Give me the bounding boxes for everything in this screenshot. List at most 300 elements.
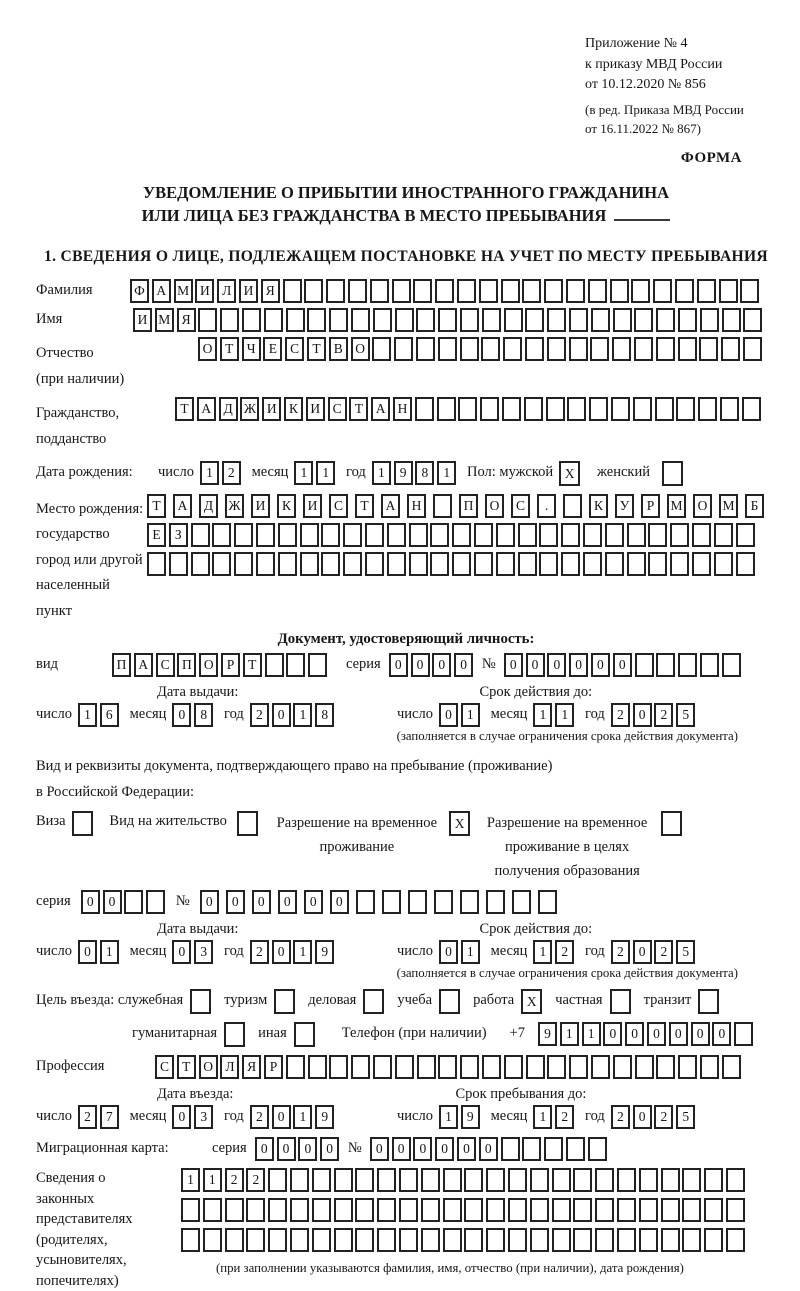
char-box[interactable]: 2 bbox=[250, 703, 269, 727]
char-box[interactable]: 9 bbox=[461, 1105, 480, 1129]
char-box[interactable]: 8 bbox=[415, 461, 434, 485]
char-box[interactable] bbox=[443, 1168, 462, 1192]
char-box[interactable]: 2 bbox=[250, 1105, 269, 1129]
char-box[interactable] bbox=[395, 308, 414, 332]
char-box[interactable]: 1 bbox=[181, 1168, 200, 1192]
char-box[interactable]: 2 bbox=[555, 1105, 574, 1129]
char-box[interactable] bbox=[526, 1055, 545, 1079]
char-box[interactable] bbox=[524, 397, 543, 421]
char-box[interactable]: П bbox=[112, 653, 131, 677]
char-box[interactable]: Т bbox=[175, 397, 194, 421]
char-box[interactable] bbox=[308, 653, 327, 677]
char-box[interactable] bbox=[264, 308, 283, 332]
char-box[interactable]: 1 bbox=[533, 940, 552, 964]
char-box[interactable] bbox=[370, 279, 389, 303]
char-box[interactable] bbox=[518, 552, 537, 576]
char-box[interactable] bbox=[329, 308, 348, 332]
char-box[interactable] bbox=[421, 1168, 440, 1192]
char-box[interactable] bbox=[268, 1228, 287, 1252]
char-box[interactable] bbox=[290, 1198, 309, 1222]
char-box[interactable]: Н bbox=[407, 494, 426, 518]
char-box[interactable]: 2 bbox=[654, 703, 673, 727]
char-box[interactable]: 0 bbox=[432, 653, 451, 677]
char-box[interactable]: 0 bbox=[633, 1105, 652, 1129]
char-box[interactable]: 6 bbox=[100, 703, 119, 727]
char-box[interactable]: 0 bbox=[200, 890, 219, 914]
char-box[interactable] bbox=[334, 1228, 353, 1252]
char-box[interactable] bbox=[146, 890, 165, 914]
char-box[interactable] bbox=[286, 308, 305, 332]
char-box[interactable]: О bbox=[199, 653, 218, 677]
char-box[interactable]: 0 bbox=[320, 1137, 339, 1161]
char-box[interactable] bbox=[502, 397, 521, 421]
purpose-humanitarian-checkbox[interactable] bbox=[224, 1022, 245, 1047]
temp-residence-checkbox[interactable]: X bbox=[449, 811, 470, 836]
char-box[interactable]: 0 bbox=[591, 653, 610, 677]
char-box[interactable] bbox=[496, 552, 515, 576]
char-box[interactable] bbox=[566, 1137, 585, 1161]
char-box[interactable] bbox=[225, 1198, 244, 1222]
char-box[interactable] bbox=[656, 308, 675, 332]
char-box[interactable] bbox=[611, 397, 630, 421]
char-box[interactable]: 1 bbox=[555, 703, 574, 727]
char-box[interactable] bbox=[525, 337, 544, 361]
char-box[interactable]: 9 bbox=[315, 1105, 334, 1129]
char-box[interactable]: О bbox=[199, 1055, 218, 1079]
char-box[interactable] bbox=[124, 890, 143, 914]
char-box[interactable] bbox=[308, 1055, 327, 1079]
char-box[interactable] bbox=[452, 523, 471, 547]
char-box[interactable]: Т bbox=[349, 397, 368, 421]
char-box[interactable]: 2 bbox=[78, 1105, 97, 1129]
char-box[interactable] bbox=[573, 1198, 592, 1222]
char-box[interactable] bbox=[343, 523, 362, 547]
char-box[interactable] bbox=[413, 279, 432, 303]
char-box[interactable]: 0 bbox=[439, 940, 458, 964]
char-box[interactable] bbox=[382, 890, 401, 914]
char-box[interactable] bbox=[656, 1055, 675, 1079]
char-box[interactable]: Д bbox=[199, 494, 218, 518]
char-box[interactable]: О bbox=[485, 494, 504, 518]
purpose-tourism-checkbox[interactable] bbox=[274, 989, 295, 1014]
char-box[interactable] bbox=[377, 1198, 396, 1222]
char-box[interactable] bbox=[409, 523, 428, 547]
char-box[interactable] bbox=[387, 523, 406, 547]
char-box[interactable] bbox=[675, 279, 694, 303]
char-box[interactable] bbox=[268, 1168, 287, 1192]
female-checkbox[interactable] bbox=[662, 461, 683, 486]
char-box[interactable] bbox=[726, 1198, 745, 1222]
char-box[interactable] bbox=[452, 552, 471, 576]
char-box[interactable] bbox=[538, 890, 557, 914]
char-box[interactable]: 8 bbox=[315, 703, 334, 727]
char-box[interactable]: 0 bbox=[625, 1022, 644, 1046]
char-box[interactable] bbox=[583, 523, 602, 547]
char-box[interactable] bbox=[719, 279, 738, 303]
char-box[interactable] bbox=[567, 397, 586, 421]
char-box[interactable] bbox=[501, 279, 520, 303]
char-box[interactable] bbox=[552, 1168, 571, 1192]
char-box[interactable] bbox=[191, 523, 210, 547]
char-box[interactable]: 1 bbox=[293, 703, 312, 727]
char-box[interactable] bbox=[278, 552, 297, 576]
char-box[interactable] bbox=[334, 1198, 353, 1222]
char-box[interactable] bbox=[377, 1228, 396, 1252]
char-box[interactable]: Н bbox=[393, 397, 412, 421]
char-box[interactable] bbox=[438, 1055, 457, 1079]
char-box[interactable] bbox=[278, 523, 297, 547]
char-box[interactable]: 0 bbox=[647, 1022, 666, 1046]
char-box[interactable]: Ф bbox=[130, 279, 149, 303]
char-box[interactable]: 1 bbox=[372, 461, 391, 485]
char-box[interactable] bbox=[169, 552, 188, 576]
char-box[interactable] bbox=[300, 552, 319, 576]
char-box[interactable] bbox=[544, 1137, 563, 1161]
char-box[interactable] bbox=[373, 1055, 392, 1079]
char-box[interactable] bbox=[605, 523, 624, 547]
char-box[interactable]: 0 bbox=[172, 940, 191, 964]
char-box[interactable]: Е bbox=[263, 337, 282, 361]
char-box[interactable] bbox=[676, 397, 695, 421]
char-box[interactable]: 1 bbox=[461, 703, 480, 727]
char-box[interactable] bbox=[544, 279, 563, 303]
char-box[interactable] bbox=[365, 523, 384, 547]
char-box[interactable] bbox=[539, 552, 558, 576]
char-box[interactable] bbox=[699, 337, 718, 361]
char-box[interactable] bbox=[377, 1168, 396, 1192]
char-box[interactable] bbox=[566, 279, 585, 303]
char-box[interactable] bbox=[312, 1228, 331, 1252]
char-box[interactable]: 0 bbox=[413, 1137, 432, 1161]
char-box[interactable] bbox=[312, 1168, 331, 1192]
char-box[interactable]: 1 bbox=[582, 1022, 601, 1046]
char-box[interactable] bbox=[283, 279, 302, 303]
char-box[interactable]: Т bbox=[307, 337, 326, 361]
char-box[interactable]: 0 bbox=[277, 1137, 296, 1161]
char-box[interactable] bbox=[460, 1055, 479, 1079]
char-box[interactable]: 1 bbox=[533, 1105, 552, 1129]
char-box[interactable] bbox=[464, 1168, 483, 1192]
char-box[interactable] bbox=[481, 337, 500, 361]
char-box[interactable] bbox=[242, 308, 261, 332]
char-box[interactable] bbox=[678, 1055, 697, 1079]
char-box[interactable] bbox=[430, 523, 449, 547]
char-box[interactable] bbox=[508, 1198, 527, 1222]
char-box[interactable]: Я bbox=[177, 308, 196, 332]
char-box[interactable] bbox=[220, 308, 239, 332]
char-box[interactable]: 0 bbox=[172, 1105, 191, 1129]
char-box[interactable]: И bbox=[133, 308, 152, 332]
char-box[interactable] bbox=[530, 1228, 549, 1252]
purpose-other-checkbox[interactable] bbox=[294, 1022, 315, 1047]
char-box[interactable]: 0 bbox=[633, 703, 652, 727]
char-box[interactable]: 1 bbox=[533, 703, 552, 727]
char-box[interactable]: Ж bbox=[240, 397, 259, 421]
char-box[interactable]: . bbox=[537, 494, 556, 518]
char-box[interactable] bbox=[399, 1168, 418, 1192]
char-box[interactable] bbox=[704, 1198, 723, 1222]
char-box[interactable] bbox=[268, 1198, 287, 1222]
char-box[interactable] bbox=[504, 308, 523, 332]
char-box[interactable] bbox=[300, 523, 319, 547]
char-box[interactable]: 2 bbox=[654, 1105, 673, 1129]
char-box[interactable]: 5 bbox=[676, 1105, 695, 1129]
char-box[interactable] bbox=[486, 890, 505, 914]
char-box[interactable] bbox=[525, 308, 544, 332]
char-box[interactable] bbox=[704, 1228, 723, 1252]
char-box[interactable] bbox=[334, 1168, 353, 1192]
char-box[interactable]: У bbox=[615, 494, 634, 518]
char-box[interactable] bbox=[343, 552, 362, 576]
char-box[interactable]: 1 bbox=[200, 461, 219, 485]
char-box[interactable] bbox=[351, 308, 370, 332]
char-box[interactable] bbox=[617, 1228, 636, 1252]
char-box[interactable] bbox=[552, 1198, 571, 1222]
char-box[interactable] bbox=[329, 1055, 348, 1079]
char-box[interactable]: 0 bbox=[457, 1137, 476, 1161]
char-box[interactable]: К bbox=[589, 494, 608, 518]
char-box[interactable] bbox=[590, 337, 609, 361]
char-box[interactable]: 0 bbox=[278, 890, 297, 914]
char-box[interactable]: А bbox=[197, 397, 216, 421]
char-box[interactable]: И bbox=[303, 494, 322, 518]
char-box[interactable]: И bbox=[251, 494, 270, 518]
char-box[interactable] bbox=[639, 1198, 658, 1222]
char-box[interactable] bbox=[648, 523, 667, 547]
char-box[interactable] bbox=[256, 552, 275, 576]
char-box[interactable] bbox=[734, 1022, 753, 1046]
char-box[interactable] bbox=[547, 1055, 566, 1079]
char-box[interactable] bbox=[561, 552, 580, 576]
char-box[interactable] bbox=[617, 1168, 636, 1192]
char-box[interactable] bbox=[474, 523, 493, 547]
char-box[interactable] bbox=[486, 1198, 505, 1222]
char-box[interactable] bbox=[290, 1228, 309, 1252]
char-box[interactable]: 0 bbox=[172, 703, 191, 727]
char-box[interactable] bbox=[198, 308, 217, 332]
char-box[interactable]: Л bbox=[217, 279, 236, 303]
char-box[interactable]: А bbox=[381, 494, 400, 518]
char-box[interactable]: 0 bbox=[272, 1105, 291, 1129]
char-box[interactable] bbox=[613, 1055, 632, 1079]
char-box[interactable] bbox=[682, 1198, 701, 1222]
char-box[interactable]: С bbox=[285, 337, 304, 361]
char-box[interactable]: О bbox=[198, 337, 217, 361]
char-box[interactable] bbox=[698, 397, 717, 421]
char-box[interactable] bbox=[653, 279, 672, 303]
char-box[interactable] bbox=[700, 308, 719, 332]
char-box[interactable] bbox=[212, 552, 231, 576]
char-box[interactable] bbox=[634, 308, 653, 332]
char-box[interactable] bbox=[678, 337, 697, 361]
char-box[interactable]: З bbox=[169, 523, 188, 547]
char-box[interactable] bbox=[631, 279, 650, 303]
char-box[interactable] bbox=[480, 397, 499, 421]
purpose-transit-checkbox[interactable] bbox=[698, 989, 719, 1014]
char-box[interactable]: 3 bbox=[194, 940, 213, 964]
char-box[interactable]: Ч bbox=[242, 337, 261, 361]
char-box[interactable] bbox=[569, 337, 588, 361]
char-box[interactable] bbox=[743, 308, 762, 332]
char-box[interactable]: А bbox=[134, 653, 153, 677]
char-box[interactable]: Л bbox=[220, 1055, 239, 1079]
char-box[interactable]: 0 bbox=[613, 653, 632, 677]
char-box[interactable]: 0 bbox=[504, 653, 523, 677]
char-box[interactable]: 1 bbox=[316, 461, 335, 485]
char-box[interactable]: 1 bbox=[560, 1022, 579, 1046]
char-box[interactable] bbox=[588, 1137, 607, 1161]
char-box[interactable]: 8 bbox=[194, 703, 213, 727]
char-box[interactable] bbox=[682, 1168, 701, 1192]
char-box[interactable] bbox=[433, 494, 452, 518]
char-box[interactable] bbox=[573, 1228, 592, 1252]
char-box[interactable] bbox=[722, 653, 741, 677]
char-box[interactable] bbox=[742, 397, 761, 421]
char-box[interactable] bbox=[438, 337, 457, 361]
char-box[interactable] bbox=[443, 1198, 462, 1222]
char-box[interactable]: 0 bbox=[569, 653, 588, 677]
char-box[interactable] bbox=[656, 337, 675, 361]
char-box[interactable] bbox=[408, 890, 427, 914]
char-box[interactable] bbox=[633, 397, 652, 421]
char-box[interactable]: Т bbox=[147, 494, 166, 518]
char-box[interactable]: 1 bbox=[294, 461, 313, 485]
char-box[interactable]: О bbox=[351, 337, 370, 361]
char-box[interactable] bbox=[595, 1198, 614, 1222]
char-box[interactable] bbox=[720, 397, 739, 421]
char-box[interactable]: 0 bbox=[435, 1137, 454, 1161]
char-box[interactable] bbox=[421, 1198, 440, 1222]
char-box[interactable] bbox=[635, 653, 654, 677]
char-box[interactable] bbox=[312, 1198, 331, 1222]
char-box[interactable]: П bbox=[459, 494, 478, 518]
char-box[interactable] bbox=[661, 1198, 680, 1222]
char-box[interactable]: 0 bbox=[479, 1137, 498, 1161]
char-box[interactable]: 0 bbox=[252, 890, 271, 914]
char-box[interactable]: Я bbox=[261, 279, 280, 303]
char-box[interactable]: 0 bbox=[439, 703, 458, 727]
char-box[interactable] bbox=[321, 523, 340, 547]
char-box[interactable] bbox=[595, 1168, 614, 1192]
char-box[interactable] bbox=[474, 552, 493, 576]
char-box[interactable] bbox=[508, 1168, 527, 1192]
char-box[interactable]: 9 bbox=[315, 940, 334, 964]
char-box[interactable] bbox=[256, 523, 275, 547]
char-box[interactable] bbox=[482, 1055, 501, 1079]
char-box[interactable] bbox=[307, 308, 326, 332]
char-box[interactable] bbox=[697, 279, 716, 303]
char-box[interactable]: А bbox=[371, 397, 390, 421]
char-box[interactable] bbox=[743, 337, 762, 361]
char-box[interactable] bbox=[678, 308, 697, 332]
char-box[interactable]: Т bbox=[355, 494, 374, 518]
char-box[interactable] bbox=[265, 653, 284, 677]
char-box[interactable]: 0 bbox=[103, 890, 122, 914]
char-box[interactable] bbox=[552, 1228, 571, 1252]
char-box[interactable] bbox=[496, 523, 515, 547]
char-box[interactable] bbox=[512, 890, 531, 914]
char-box[interactable]: 1 bbox=[203, 1168, 222, 1192]
char-box[interactable]: 0 bbox=[78, 940, 97, 964]
char-box[interactable]: Т bbox=[177, 1055, 196, 1079]
char-box[interactable]: 9 bbox=[394, 461, 413, 485]
char-box[interactable] bbox=[504, 1055, 523, 1079]
char-box[interactable] bbox=[726, 1168, 745, 1192]
char-box[interactable] bbox=[588, 279, 607, 303]
char-box[interactable] bbox=[547, 337, 566, 361]
char-box[interactable]: 5 bbox=[676, 940, 695, 964]
char-box[interactable]: С bbox=[156, 653, 175, 677]
char-box[interactable]: М bbox=[155, 308, 174, 332]
char-box[interactable] bbox=[704, 1168, 723, 1192]
char-box[interactable]: 1 bbox=[293, 1105, 312, 1129]
char-box[interactable] bbox=[670, 523, 689, 547]
char-box[interactable]: 3 bbox=[194, 1105, 213, 1129]
char-box[interactable]: А bbox=[152, 279, 171, 303]
char-box[interactable] bbox=[417, 1055, 436, 1079]
char-box[interactable] bbox=[321, 552, 340, 576]
char-box[interactable] bbox=[613, 308, 632, 332]
char-box[interactable] bbox=[721, 337, 740, 361]
char-box[interactable]: 2 bbox=[246, 1168, 265, 1192]
char-box[interactable] bbox=[212, 523, 231, 547]
char-box[interactable] bbox=[539, 523, 558, 547]
char-box[interactable] bbox=[583, 552, 602, 576]
char-box[interactable] bbox=[591, 308, 610, 332]
char-box[interactable]: 0 bbox=[691, 1022, 710, 1046]
char-box[interactable] bbox=[479, 279, 498, 303]
char-box[interactable]: 2 bbox=[654, 940, 673, 964]
char-box[interactable] bbox=[234, 523, 253, 547]
char-box[interactable] bbox=[722, 1055, 741, 1079]
char-box[interactable]: 7 bbox=[100, 1105, 119, 1129]
char-box[interactable] bbox=[635, 1055, 654, 1079]
char-box[interactable] bbox=[591, 1055, 610, 1079]
char-box[interactable] bbox=[648, 552, 667, 576]
char-box[interactable]: 2 bbox=[611, 1105, 630, 1129]
char-box[interactable] bbox=[563, 494, 582, 518]
char-box[interactable] bbox=[569, 308, 588, 332]
char-box[interactable] bbox=[722, 308, 741, 332]
char-box[interactable] bbox=[639, 1228, 658, 1252]
char-box[interactable] bbox=[682, 1228, 701, 1252]
temp-residence-edu-checkbox[interactable] bbox=[661, 811, 682, 836]
char-box[interactable]: 1 bbox=[437, 461, 456, 485]
char-box[interactable]: М bbox=[174, 279, 193, 303]
char-box[interactable]: Р bbox=[641, 494, 660, 518]
char-box[interactable] bbox=[530, 1168, 549, 1192]
char-box[interactable] bbox=[392, 279, 411, 303]
char-box[interactable] bbox=[416, 308, 435, 332]
char-box[interactable]: 0 bbox=[712, 1022, 731, 1046]
char-box[interactable]: 2 bbox=[555, 940, 574, 964]
char-box[interactable] bbox=[355, 1228, 374, 1252]
char-box[interactable] bbox=[246, 1228, 265, 1252]
char-box[interactable] bbox=[373, 308, 392, 332]
char-box[interactable] bbox=[181, 1228, 200, 1252]
purpose-private-checkbox[interactable] bbox=[610, 989, 631, 1014]
char-box[interactable] bbox=[460, 890, 479, 914]
char-box[interactable]: Р bbox=[221, 653, 240, 677]
char-box[interactable] bbox=[443, 1228, 462, 1252]
char-box[interactable]: Б bbox=[745, 494, 764, 518]
visa-checkbox[interactable] bbox=[72, 811, 93, 836]
char-box[interactable]: И bbox=[262, 397, 281, 421]
char-box[interactable]: 2 bbox=[250, 940, 269, 964]
char-box[interactable] bbox=[546, 397, 565, 421]
char-box[interactable] bbox=[610, 279, 629, 303]
char-box[interactable] bbox=[460, 337, 479, 361]
